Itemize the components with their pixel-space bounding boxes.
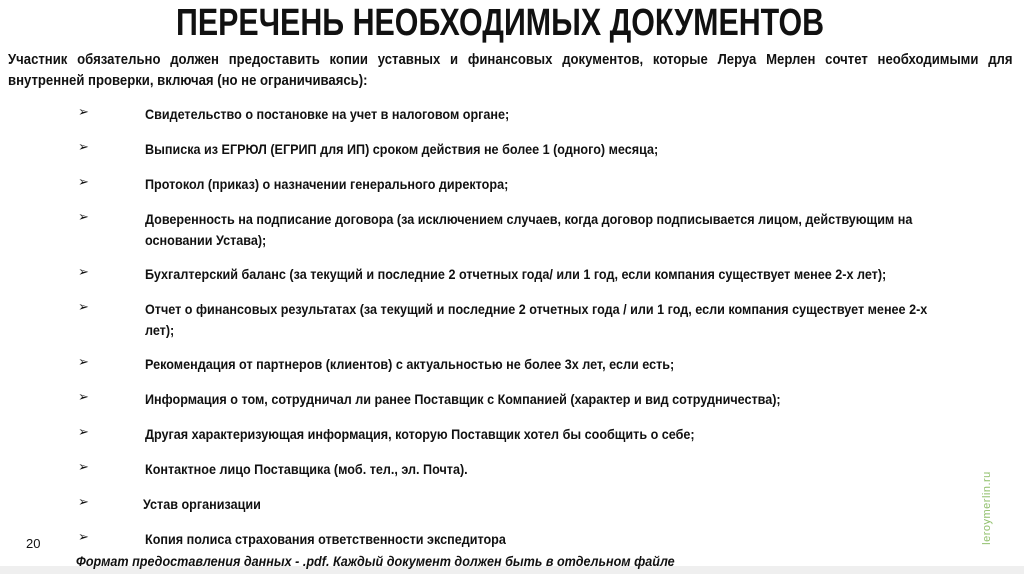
arrowhead-bullet-icon: ➢: [78, 459, 89, 474]
list-item-line: Копия полиса страхования ответственности экспедитора: [145, 531, 506, 547]
list-item-text: [145, 209, 912, 251]
arrowhead-bullet-icon: ➢: [78, 264, 89, 279]
site-watermark: leroymerlin.ru: [981, 471, 993, 545]
arrowhead-bullet-icon: ➢: [78, 389, 89, 404]
list-item-text: [145, 529, 506, 550]
arrowhead-bullet-icon: ➢: [78, 139, 89, 154]
arrowhead-bullet-icon: ➢: [78, 529, 89, 544]
arrowhead-bullet-icon: ➢: [78, 209, 89, 224]
list-item-line: Информация о том, сотрудничал ли ранее Поставщик с Компанией (характер и вид сотрудничества);: [145, 391, 781, 407]
format-note: Формат предоставления данных - .pdf. Каждый документ должен быть в отдельном файле: [76, 553, 675, 569]
list-item-text: [145, 139, 658, 160]
list-item-text: [143, 494, 261, 515]
list-item-text: [145, 174, 508, 195]
list-item-text: [145, 424, 695, 445]
list-item-text: [145, 459, 468, 480]
arrowhead-bullet-icon: ➢: [78, 299, 89, 314]
list-item-line: Отчет о финансовых результатах (за текущий и последние 2 отчетных года / или 1 год, если компания существует менее 2-х: [145, 301, 928, 317]
list-item-text: [145, 264, 886, 285]
list-item-line: Устав организации: [143, 496, 261, 512]
list-item-line: Контактное лицо Поставщика (моб. тел., эл. Почта).: [145, 461, 468, 477]
list-item-line: Свидетельство о постановке на учет в налоговом органе;: [145, 106, 510, 122]
arrowhead-bullet-icon: ➢: [78, 354, 89, 369]
list-item-line: Выписка из ЕГРЮЛ (ЕГРИП для ИП) сроком действия не более 1 (одного) месяца;: [145, 141, 659, 157]
list-item-text: [145, 299, 927, 341]
intro-line: Участник обязательно должен предоставить копии уставных и финансовых документов, которые Леруа Мерлен сочтет необходимыми для: [8, 52, 1013, 68]
arrowhead-bullet-icon: ➢: [78, 494, 89, 509]
list-item-line: лет);: [145, 322, 175, 338]
arrowhead-bullet-icon: ➢: [78, 424, 89, 439]
list-item-line: Другая характеризующая информация, которую Поставщик хотел бы сообщить о себе;: [145, 426, 695, 442]
arrowhead-bullet-icon: ➢: [78, 174, 89, 189]
page-number: 20: [26, 536, 41, 551]
intro-paragraph: [8, 50, 1013, 92]
slide-title-text: ПЕРЕЧЕНЬ НЕОБХОДИМЫХ ДОКУМЕНТОВ: [175, 2, 825, 44]
list-item-text: [145, 389, 781, 410]
arrowhead-bullet-icon: ➢: [78, 104, 89, 119]
list-item-line: основании Устава);: [145, 232, 267, 248]
list-item-text: [145, 354, 674, 375]
list-item-text: [145, 104, 509, 125]
list-item-line: Рекомендация от партнеров (клиентов) с актуальностью не более 3х лет, если есть;: [145, 356, 675, 372]
list-item-line: Доверенность на подписание договора (за исключением случаев, когда договор подписывается лицом, действующим на: [145, 211, 913, 227]
slide-title: [0, 2, 1000, 45]
intro-line: внутренней проверки, включая (но не ограничиваясь):: [8, 73, 368, 89]
list-item-line: Протокол (приказ) о назначении генерального директора;: [145, 176, 509, 192]
list-item-line: Бухгалтерский баланс (за текущий и последние 2 отчетных года/ или 1 год, если компания существует менее 2-х лет);: [145, 266, 887, 282]
